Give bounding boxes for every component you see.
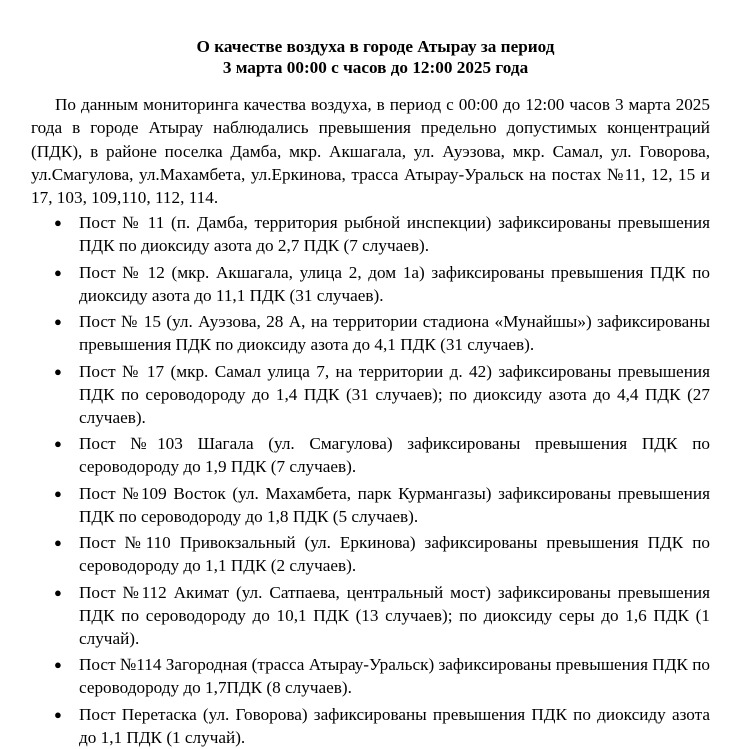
list-item xyxy=(54,261,710,307)
title-line-2: 3 марта 00:00 с часов до 12:00 2025 года xyxy=(222,58,529,77)
bullet-icon: ● xyxy=(54,215,62,231)
list-item xyxy=(54,581,710,650)
bullet-icon: ● xyxy=(54,657,62,673)
bullet-icon: ● xyxy=(54,264,62,280)
bullet-icon: ● xyxy=(54,535,62,551)
intro-paragraph: По данным мониторинга качества воздуха, в период с 00:00 до 12:00 часов 3 марта 2025 года в городе Атырау наблюдались превышения предельно допустимых концентраций (ПДК), в районе поселка Дамба, мкр. Акшагала, ул. Ауэзова, мкр. Самал, ул. Говорова, ул.Смагулова, ул.Махамбета, ул.Еркинова, трасса Атырау-Уральск на постах №11, 12, 15 и 17, 103, 109,110, 112, 114. xyxy=(31,95,710,208)
list-item xyxy=(54,653,710,699)
bullet-icon: ● xyxy=(54,436,62,452)
list-item xyxy=(54,310,710,356)
post-text: Пост Перетаска (ул. Говорова) зафиксированы превышения ПДК по диоксиду азота до 1,1 ПДК (1 случай). xyxy=(79,704,710,747)
post-text: Пост №112 Акимат (ул. Сатпаева, центральный мост) зафиксированы превышения ПДК по сероводороду до 10,1 ПДК (13 случаев); по диоксиду серы до 1,6 ПДК (1 случай). xyxy=(79,582,710,648)
bullet-icon: ● xyxy=(54,584,62,600)
bullet-icon: ● xyxy=(54,363,62,379)
list-item xyxy=(54,360,710,429)
post-text: Пост №103 Шагала (ул. Смагулова) зафиксированы превышения ПДК по сероводороду до 1,9 ПДК (7 случаев). xyxy=(79,434,710,477)
post-text: Пост № 17 (мкр. Самал улица 7, на территории д. 42) зафиксированы превышения ПДК по сероводороду до 1,4 ПДК (31 случаев); по диоксиду азота до 4,4 ПДК (27 случаев). xyxy=(79,361,710,427)
post-text: Пост № 15 (ул. Ауэзова, 28 А, на территории стадиона «Мунайшы») зафиксированы превышения ПДК по диоксиду азота до 4,1 ПДК (31 случаев). xyxy=(79,312,710,355)
title-line-1: О качестве воздуха в городе Атырау за период xyxy=(196,37,555,56)
bullet-icon: ● xyxy=(54,706,62,722)
post-text: Пост №110 Привокзальный (ул. Еркинова) зафиксированы превышения ПДК по сероводороду до 1,1 ПДК (2 случаев). xyxy=(79,533,710,576)
post-text: Пост №109 Восток (ул. Махамбета, парк Курмангазы) зафиксированы превышения ПДК по сероводороду до 1,8 ПДК (5 случаев). xyxy=(79,483,710,526)
post-text: Пост №114 Загородная (трасса Атырау-Уральск) зафиксированы превышения ПДК по сероводороду до 1,7ПДК (8 случаев). xyxy=(79,655,710,698)
post-text: Пост № 11 (п. Дамба, территория рыбной инспекции) зафиксированы превышения ПДК по диоксиду азота до 2,7 ПДК (7 случаев). xyxy=(79,213,710,256)
post-text: Пост № 12 (мкр. Акшагала, улица 2, дом 1а) зафиксированы превышения ПДК по диоксиду азота до 11,1 ПДК (31 случаев). xyxy=(79,262,710,305)
bullet-icon: ● xyxy=(54,314,62,330)
list-item xyxy=(54,531,710,577)
monitoring-posts-list xyxy=(31,211,710,749)
bullet-icon: ● xyxy=(54,485,62,501)
document-title xyxy=(31,36,710,78)
list-item xyxy=(54,211,710,257)
list-item xyxy=(54,432,710,478)
list-item xyxy=(54,482,710,528)
